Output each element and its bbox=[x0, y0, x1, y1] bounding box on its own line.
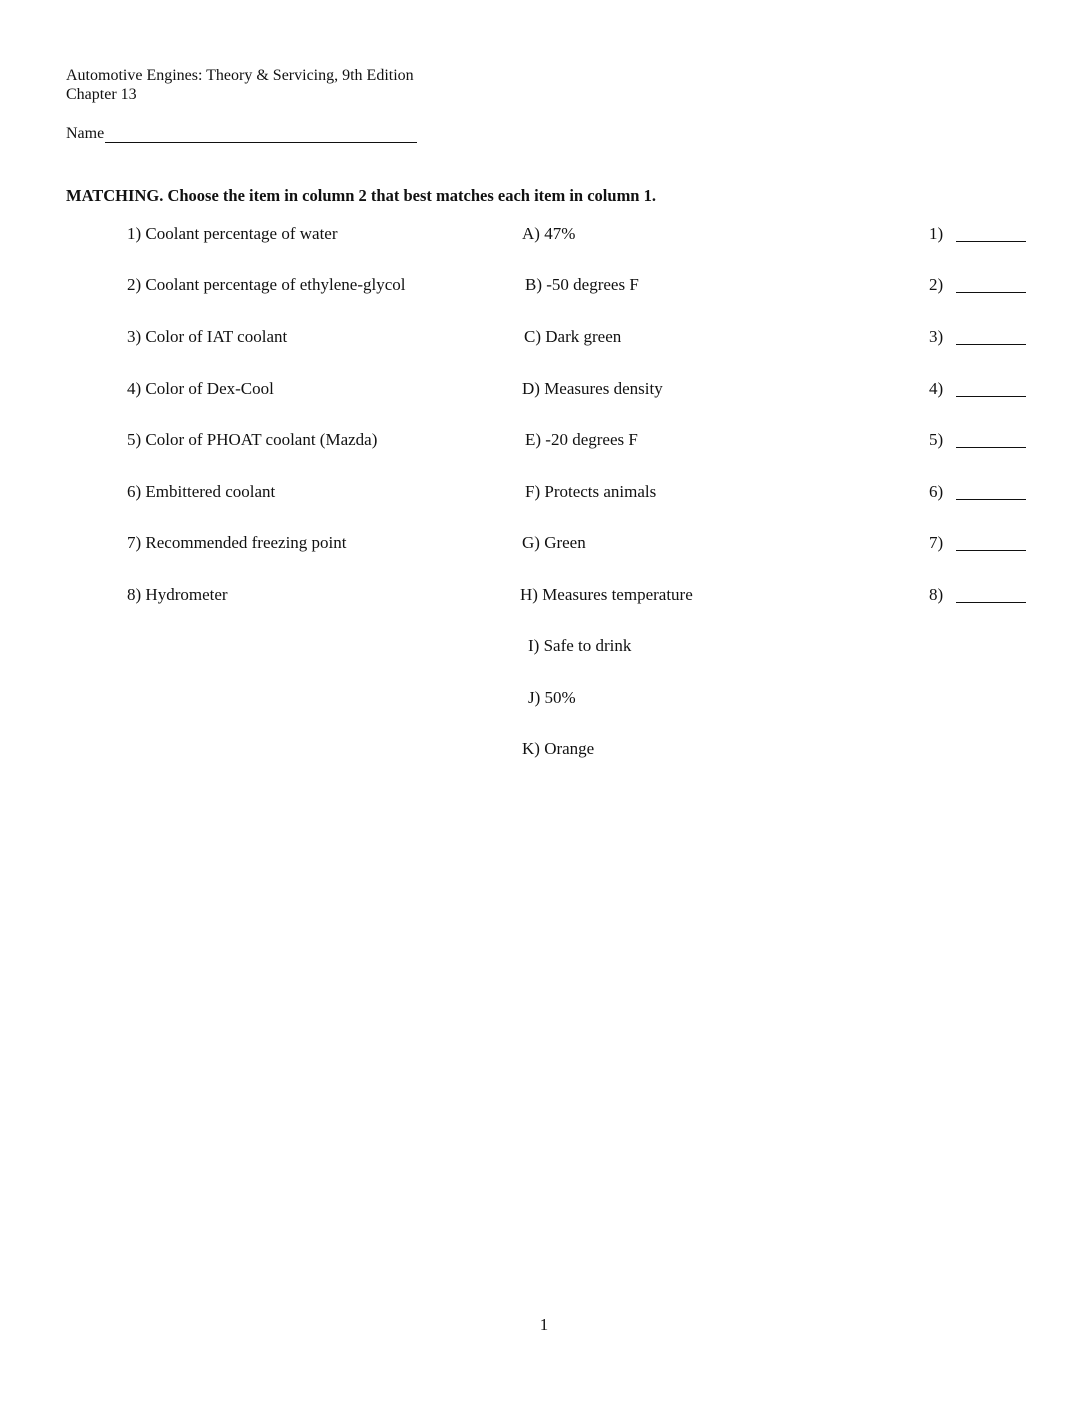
answer-number: 6) bbox=[929, 482, 944, 501]
answer-number: 2) bbox=[929, 275, 944, 294]
column2-item: J) 50% bbox=[528, 688, 576, 707]
column1-item: 8) Hydrometer bbox=[127, 585, 228, 604]
answer-number: 4) bbox=[929, 379, 944, 398]
matching-row bbox=[0, 583, 1088, 607]
answer-number: 1) bbox=[929, 224, 944, 243]
matching-row bbox=[0, 325, 1088, 349]
matching-row bbox=[0, 480, 1088, 504]
answer-number: 7) bbox=[929, 533, 944, 552]
answer-blank[interactable] bbox=[956, 447, 1026, 448]
column2-item: I) Safe to drink bbox=[528, 636, 632, 655]
name-input-line[interactable] bbox=[105, 126, 417, 143]
matching-row bbox=[0, 686, 1088, 710]
matching-row bbox=[0, 531, 1088, 555]
answer-blank[interactable] bbox=[956, 499, 1026, 500]
matching-row bbox=[0, 737, 1088, 761]
answer-number: 3) bbox=[929, 327, 944, 346]
column2-item: C) Dark green bbox=[524, 327, 622, 346]
column2-item: G) Green bbox=[522, 533, 586, 552]
column2-item: K) Orange bbox=[522, 739, 595, 758]
answer-number: 8) bbox=[929, 585, 944, 604]
matching-instructions: MATCHING. Choose the item in column 2 that best matches each item in column 1. bbox=[66, 186, 656, 205]
answer-blank[interactable] bbox=[956, 241, 1026, 242]
column1-item: 4) Color of Dex-Cool bbox=[127, 379, 274, 398]
answer-number: 5) bbox=[929, 430, 944, 449]
column2-item: H) Measures temperature bbox=[520, 585, 693, 604]
matching-row bbox=[0, 634, 1088, 658]
document-title: Automotive Engines: Theory & Servicing, 9th Edition bbox=[66, 67, 414, 84]
column1-item: 2) Coolant percentage of ethylene-glycol bbox=[127, 275, 406, 294]
column1-item: 1) Coolant percentage of water bbox=[127, 224, 338, 243]
answer-blank[interactable] bbox=[956, 292, 1026, 293]
column1-item: 7) Recommended freezing point bbox=[127, 533, 347, 552]
column1-item: 3) Color of IAT coolant bbox=[127, 327, 288, 346]
page-number: 1 bbox=[539, 1315, 549, 1334]
column2-item: E) -20 degrees F bbox=[525, 430, 638, 449]
chapter-label: Chapter 13 bbox=[66, 86, 137, 103]
column1-item: 6) Embittered coolant bbox=[127, 482, 276, 501]
name-label: Name bbox=[66, 125, 105, 142]
column2-item: A) 47% bbox=[522, 224, 576, 243]
answer-blank[interactable] bbox=[956, 344, 1026, 345]
matching-row bbox=[0, 273, 1088, 297]
answer-blank[interactable] bbox=[956, 602, 1026, 603]
column2-item: F) Protects animals bbox=[525, 482, 657, 501]
matching-row bbox=[0, 428, 1088, 452]
column1-item: 5) Color of PHOAT coolant (Mazda) bbox=[127, 430, 378, 449]
column2-item: B) -50 degrees F bbox=[525, 275, 639, 294]
name-field-row bbox=[66, 125, 417, 143]
matching-row bbox=[0, 377, 1088, 401]
matching-row bbox=[0, 222, 1088, 246]
answer-blank[interactable] bbox=[956, 550, 1026, 551]
answer-blank[interactable] bbox=[956, 396, 1026, 397]
column2-item: D) Measures density bbox=[522, 379, 663, 398]
